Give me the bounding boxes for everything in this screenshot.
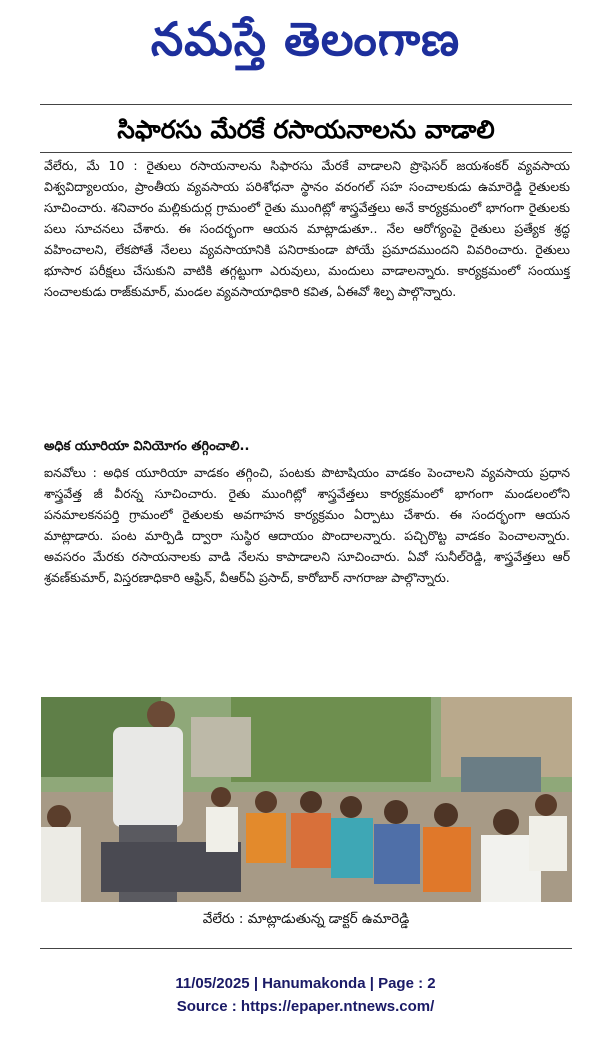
footer-rule [40, 948, 572, 949]
headline-top-rule [40, 104, 572, 105]
article-body-velerue [44, 155, 570, 431]
article-paragraph-2: ఐనవోలు : అధిక యూరియా వాడకం తగ్గించి, పంటకు పొటాషియం వాడకం పెంచాలని వ్యవసాయ ప్రధాన శాస్త్రవేత్త జీ వీరన్న సూచించారు. రైతు ముంగిట్లో శాస్త్రవేత్తలు కార్యక్రమంలో భాగంగా మండలంలోని పనమాలకనపర్తి గ్రామంలో రైతులకు అవగాహన కార్యక్రమం ఏర్పాటు చేశారు. ఈ సందర్భంగా ఆయన మాట్లాడారు. పంట మార్పిడి ద్వారా సుస్థిర ఆదాయం పొందాలన్నారు. పచ్చిరొట్ట వాడకం పెంచాలన్నారు. అవసరం మేరకు రసాయనాలకు వాడి నేలను కాపాడాలని సూచించారు. ఏవో సునీల్‌రెడ్డి, శాస్త్రవేత్తలు ఆర్ శ్రవణ్‌కుమార్, విస్తరణాధికారి ఆఫ్రిన్, వీఆర్‌ఏ ప్రసాద్, కారోబార్ నాగరాజు పాల్గొన్నారు. [44, 465, 570, 585]
news-photo [41, 697, 572, 902]
article-body-inavolu [44, 462, 570, 688]
article-subheading: అధిక యూరియా వినియోగం తగ్గించాలి.. [44, 439, 250, 454]
headline-bottom-rule [40, 152, 572, 153]
photo-caption: వేలేరు : మాట్లాడుతున్న డాక్టర్ ఉమారెడ్డి [202, 911, 410, 927]
article-paragraph-1: వేలేరు, మే 10 : రైతులు రసాయనాలను సిఫారసు మేరకే వాడాలని ప్రొఫెసర్ జయశంకర్ వ్యవసాయ విశ్వవిద్యాలయం, ప్రాంతీయ వ్యవసాయ పరిశోధనా స్థానం వరంగల్ సహ సంచాలకుడు ఉమారెడ్డి రైతులకు సూచించారు. శనివారం మల్లికుదుర్ల గ్రామంలో రైతు ముంగిట్లో శాస్త్రవేత్తలు అనే కార్యక్రమంలో భాగంగా రైతులకు పలు సూచనలు చేశారు. ఈ సందర్భంగా ఆయన మాట్లాడుతూ.. నేల ఆరోగ్యంపై రైతులు ప్రత్యేక శ్రద్ధ వహించాలని, లేకపోతే నేలలు వ్యవసాయానికి పనిరాకుండా పోయే ప్రమాదముందని వివరించారు. రైతులు భూసార పరీక్షలు చేసుకుని వాటికి తగ్గట్టుగా ఎరువులు, మందులు వాడాలన్నారు. కార్యక్రమంలో సంయుక్త సంచాలకుడు రాజ్‌కుమార్, మండల వ్యవసాయాధికారి కవిత, ఏఈవో శిల్ప పాల్గొన్నారు. [44, 158, 570, 299]
footer-date-line: 11/05/2025 | Hanumakonda | Page : 2 [175, 975, 436, 992]
footer-source-line: Source : https://epaper.ntnews.com/ [176, 998, 435, 1015]
article-headline: సిఫారసు మేరకే రసాయనాలను వాడాలి [117, 115, 495, 144]
farmers-meeting-photo [41, 697, 572, 902]
newspaper-masthead: నమస్తే తెలంగాణ [150, 12, 461, 66]
